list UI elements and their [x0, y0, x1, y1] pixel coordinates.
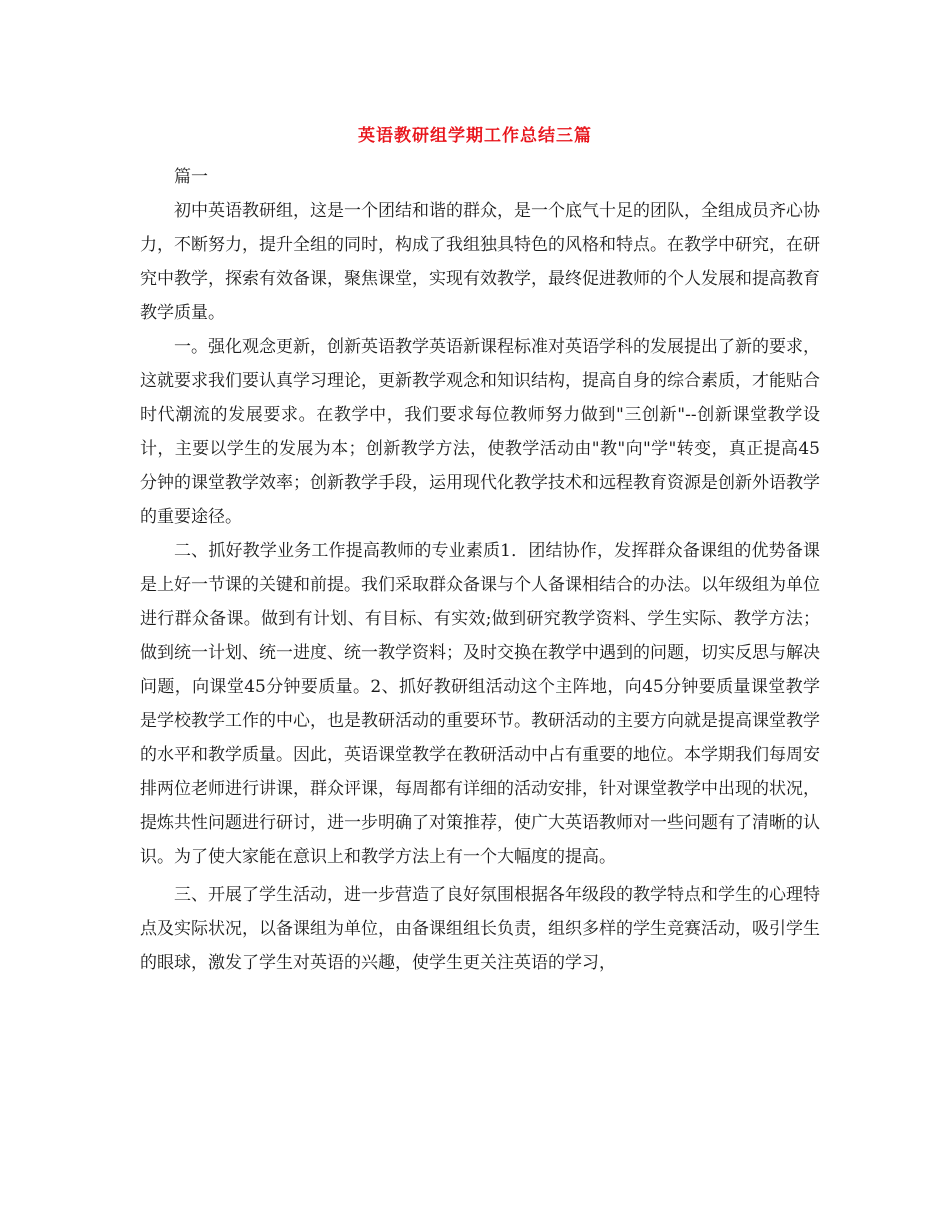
section-heading: 篇一 [174, 167, 208, 187]
paragraph-three: 三、开展了学生活动，进一步营造了良好氛围根据各年级段的教学特点和学生的心理特点及实际状况，以备课组为单位，由备课组组长负责，组织多样的学生竞赛活动，吸引学生的眼球，激发了学生对英语的兴趣，使学生更关注英语的学习， [140, 885, 820, 973]
paragraph-one: 一。强化观念更新，创新英语教学英语新课程标准对英语学科的发展提出了新的要求，这就要求我们要认真学习理论，更新教学观念和知识结构，提高自身的综合素质，才能贴合时代潮流的发展要求。在教学中，我们要求每位教师努力做到"三创新"--创新课堂教学设计，主要以学生的发展为本；创新教学方法，使教学活动由"教"向"学"转变，真正提高45分钟的课堂教学效率；创新教学手段，运用现代化教学技术和远程教育资源是创新外语教学的重要途径。 [140, 337, 820, 527]
document-body [140, 160, 820, 980]
document-title: 英语教研组学期工作总结三篇 [358, 126, 592, 146]
paragraph-two: 二、抓好教学业务工作提高教师的专业素质1．团结协作，发挥群众备课组的优势备课是上好一节课的关键和前提。我们采取群众备课与个人备课相结合的办法。以年级组为单位进行群众备课。做到有计划、有目标、有实效;做到研究教学资料、学生实际、教学方法；做到统一计划、统一进度、统一教学资料；及时交换在教学中遇到的问题，切实反思与解决问题，向课堂45分钟要质量。2、抓好教研组活动这个主阵地，向45分钟要质量课堂教学是学校教学工作的中心，也是教研活动的重要环节。教研活动的主要方向就是提高课堂教学的水平和教学质量。因此，英语课堂教学在教研活动中占有重要的地位。本学期我们每周安排两位老师进行讲课，群众评课，每周都有详细的活动安排，针对课堂教学中出现的状况，提炼共性问题进行研讨，进一步明确了对策推荐，使广大英语教师对一些问题有了清晰的认识。为了使大家能在意识上和教学方法上有一个大幅度的提高。 [140, 541, 820, 867]
paragraph-intro: 初中英语教研组，这是一个团结和谐的群众，是一个底气十足的团队，全组成员齐心协力，不断努力，提升全组的同时，构成了我组独具特色的风格和特点。在教学中研究，在研究中教学，探索有效备课，聚焦课堂，实现有效教学，最终促进教师的个人发展和提高教育教学质量。 [140, 201, 820, 323]
